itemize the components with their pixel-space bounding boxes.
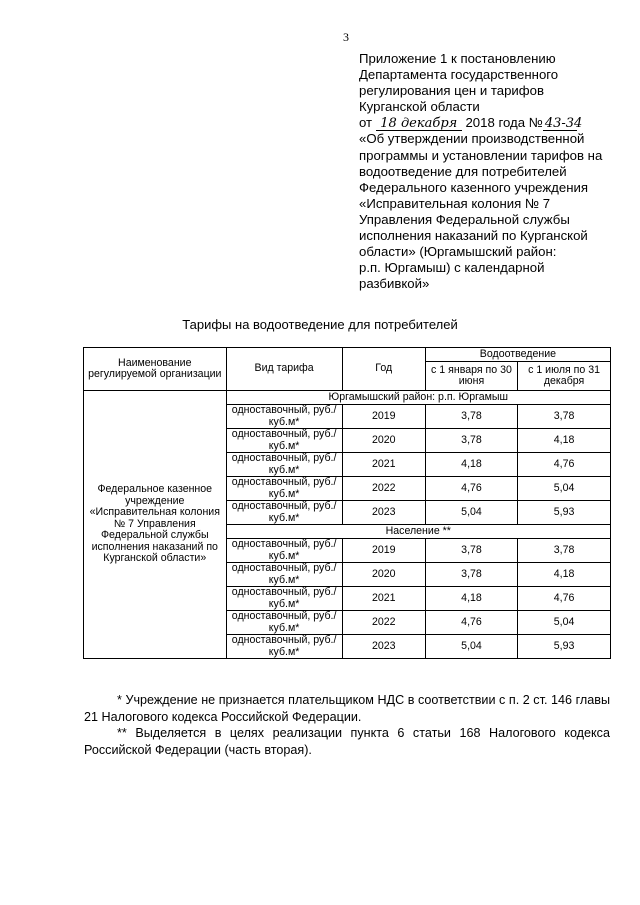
tariff-type-cell: одноставочный, руб./куб.м* [226,587,342,611]
footnote: ** Выделяется в целях реализации пункта 6 статьи 168 Налогового кодекса Российской Федерации (часть вторая). [84,726,610,757]
tariff-table [83,347,611,659]
period-2-value: 4,18 [518,429,611,453]
year-cell: 2022 [342,477,425,501]
appendix-title-line: Федерального казенного учреждения [359,179,588,195]
appendix-title-line: Управления Федеральной службы [359,211,570,227]
period-2-value: 5,04 [518,611,611,635]
period-1-value: 4,76 [425,477,517,501]
page-number: 3 [343,30,349,44]
org-name-cell: Федеральное казенное учреждение «Исправительная колония № 7 Управления Федеральной службы исполнения наказаний по Курганской области» [84,391,227,659]
footnote: * Учреждение не признается плательщиком НДС в соответствии с п. 2 ст. 146 главы 21 Налогового кодекса Российской Федерации. [84,693,610,724]
year-cell: 2019 [342,405,425,429]
appendix-line: Департамента государственного [359,67,559,83]
year-cell: 2021 [342,587,425,611]
tariff-type-cell: одноставочный, руб./куб.м* [226,405,342,429]
tariff-type-cell: одноставочный, руб./куб.м* [226,453,342,477]
appendix-title-line: р.п. Юргамыш) с календарной [359,260,545,276]
period-2-value: 5,93 [518,635,611,659]
tariff-type-cell: одноставочный, руб./куб.м* [226,539,342,563]
period-2-value: 5,93 [518,501,611,525]
header-year: Год [342,348,425,391]
appendix-block [359,51,621,292]
date-middle: 2018 года № [465,115,543,131]
period-1-value: 4,18 [425,587,517,611]
group-label: Население ** [226,525,610,539]
appendix-title-line: «Исправительная колония № 7 [359,195,551,211]
period-1-value: 3,78 [425,563,517,587]
period-2-value: 4,76 [518,587,611,611]
period-2-value: 3,78 [518,539,611,563]
handwritten-date: 18 декабря [376,117,462,131]
appendix-title-line: области» (Юргамышский район: [359,244,557,260]
appendix-line: Приложение 1 к постановлению [359,51,556,66]
tariff-type-cell: одноставочный, руб./куб.м* [226,611,342,635]
group-label: Юргамышский район: р.п. Юргамыш [226,391,610,405]
tariff-type-cell: одноставочный, руб./куб.м* [226,477,342,501]
appendix-title-line: программы и установлении тарифов на [359,147,603,163]
period-2-value: 4,18 [518,563,611,587]
period-1-value: 5,04 [425,501,517,525]
document-title: Тарифы на водоотведение для потребителей [182,317,458,332]
header-service: Водоотведение [425,348,610,362]
year-cell: 2023 [342,635,425,659]
year-cell: 2020 [342,563,425,587]
header-tariff-type: Вид тарифа [226,348,342,391]
period-1-value: 3,78 [425,539,517,563]
table-header-row [84,348,611,362]
appendix-line: Курганской области [359,99,480,115]
table-group-row [84,391,611,405]
period-1-value: 4,76 [425,611,517,635]
tariff-type-cell: одноставочный, руб./куб.м* [226,501,342,525]
period-2-value: 4,76 [518,453,611,477]
year-cell: 2023 [342,501,425,525]
period-2-value: 3,78 [518,405,611,429]
header-period-2: с 1 июля по 31 декабря [518,362,611,391]
appendix-title-line: исполнения наказаний по Курганской [359,228,588,244]
year-cell: 2021 [342,453,425,477]
tariff-type-cell: одноставочный, руб./куб.м* [226,635,342,659]
date-prefix: от [359,115,373,131]
appendix-date-line [359,115,621,131]
appendix-title-line: разбивкой» [359,276,430,292]
year-cell: 2019 [342,539,425,563]
header-org: Наименование регулируемой организации [84,348,227,391]
appendix-title-line: водоотведение для потребителей [359,163,567,179]
header-period-1: с 1 января по 30 июня [425,362,517,391]
period-2-value: 5,04 [518,477,611,501]
year-cell: 2020 [342,429,425,453]
period-1-value: 3,78 [425,429,517,453]
period-1-value: 5,04 [425,635,517,659]
year-cell: 2022 [342,611,425,635]
period-1-value: 3,78 [425,405,517,429]
footnotes [84,692,610,758]
period-1-value: 4,18 [425,453,517,477]
handwritten-number: 43-34 [544,116,583,132]
tariff-type-cell: одноставочный, руб./куб.м* [226,429,342,453]
appendix-line: регулирования цен и тарифов [359,83,544,99]
tariff-type-cell: одноставочный, руб./куб.м* [226,563,342,587]
appendix-title-line: «Об утверждении производственной [359,131,585,147]
